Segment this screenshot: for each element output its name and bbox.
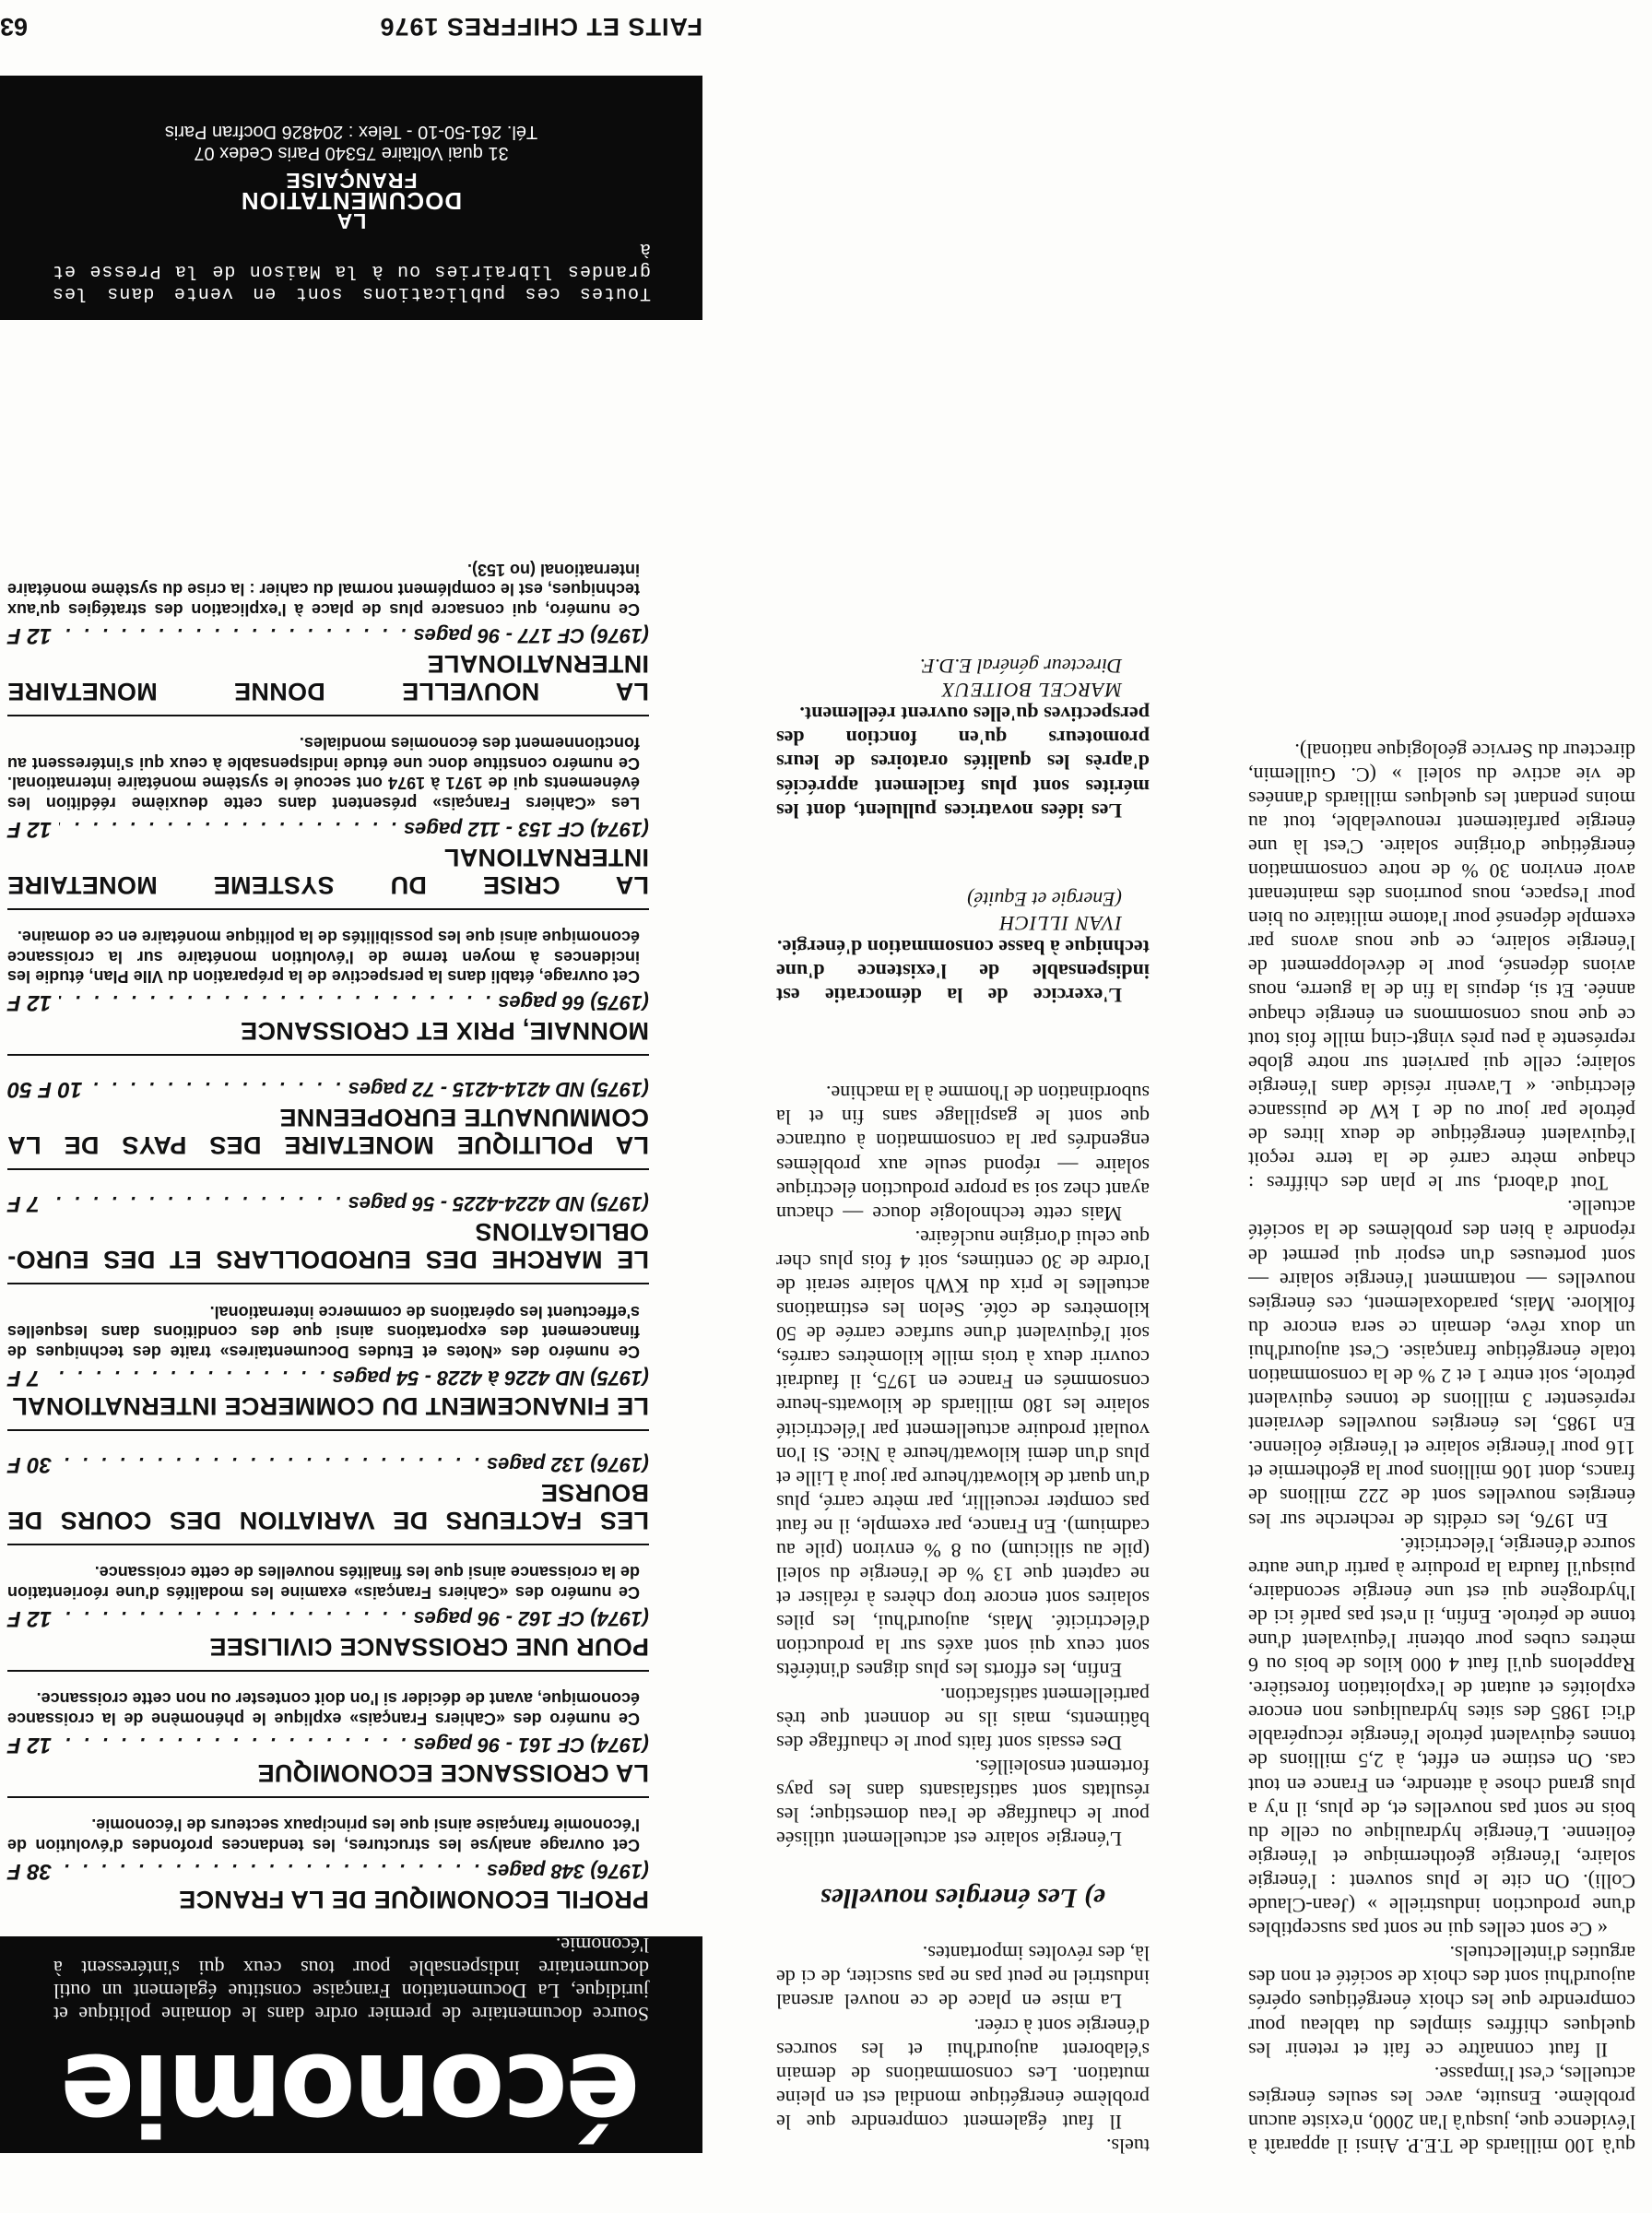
publication-reference: (1976) 132 pages: [486, 1453, 649, 1476]
publisher-address: [0, 121, 702, 163]
publication-price: 12 F: [7, 1606, 53, 1631]
publication-price: 12 F: [7, 990, 53, 1016]
publication-reference-line: [7, 816, 649, 842]
publication-price: 12 F: [7, 1733, 53, 1757]
catalog-entry: [7, 1672, 649, 1798]
middle-column: [776, 0, 1150, 2158]
section-paragraph-1: L'énergie solaire est actuellement utilisée pour le chauffage de l'eau domestique; les résultats sont satisfaisants dans les pays fortement ensoleillés.: [776, 1755, 1150, 1852]
publisher-logo-line: DOCUMENTATION: [240, 187, 463, 215]
catalog-entry: [7, 1798, 649, 1913]
quote-source: (Energie et Equité): [967, 887, 1122, 911]
publication-reference-line: [7, 1365, 649, 1391]
publication-title: PROFIL ECONOMIQUE DE LA FRANCE: [178, 1886, 649, 1913]
catalog-entry: [7, 1057, 649, 1171]
quote-text: Les idées novatrices pullulent, dont les mérites sont plus facilement appréciés d'après les qualités oratoires de leurs promoteurs qu'en fonction des perspectives qu'elles ouvrent réellement.: [776, 703, 1150, 822]
economie-banner: [0, 1934, 702, 2157]
publication-reference-line: [7, 1077, 649, 1103]
catalog-entry: [7, 716, 649, 910]
quote-illich: [776, 887, 1150, 1007]
middle-paragraph-1: Il faut également comprendre que le problème énergétique mondial est en pleine mutation. Les consommations de demain s'élaborent aujourd'hui et les sources d'énergie sont à créer.: [776, 2014, 1150, 2134]
publication-price: 10 F 50: [7, 1077, 83, 1103]
dot-leader: [59, 1732, 406, 1757]
catalog-entry: [7, 1285, 649, 1432]
section-paragraph-4: Mais cette technologie douce — chacun ayant chez soi sa propre production électrique solaire — répond seule aux problèmes engendrés par la consommation à outrance que sont le gaspillage sans fin et la subordination de l'homme à la machine.: [776, 1082, 1150, 1225]
catalog-entry: [7, 1545, 649, 1672]
publication-reference: (1976) 348 pages: [486, 1860, 649, 1883]
publisher-logo-line: LA: [336, 209, 367, 233]
dot-leader: [59, 622, 406, 648]
publication-reference: (1974) CF 162 - 96 pages: [413, 1607, 649, 1630]
dot-leader: [59, 816, 396, 842]
publication-title: LA NOUVELLE DONNE MONETAIRE INTERNATIONALE: [7, 650, 649, 705]
dot-leader: [47, 1191, 341, 1217]
dot-leader: [59, 990, 490, 1016]
publication-reference: (1975) ND 4214-4215 - 72 pages: [348, 1078, 649, 1102]
catalog-entry: [7, 543, 649, 717]
publication-price: 7 F: [7, 1366, 40, 1391]
section-heading: e) Les énergies nouvelles: [820, 1883, 1106, 1914]
quote-text: L'exercice de la démocratie est indispensable de l'existence d'une technique à basse consommation d'énergie.: [776, 935, 1150, 1008]
catalog-entry: [7, 910, 649, 1057]
publication-reference: (1974) CF 153 - 112 pages: [403, 818, 649, 841]
dot-leader: [59, 1605, 406, 1631]
quote-boiteux: [776, 654, 1150, 822]
publication-reference: (1975) 66 pages: [498, 991, 649, 1015]
catalog-entry: [7, 1431, 649, 1545]
publication-title: LA POLITIQUE MONETAIRE DES PAYS DE LA COMMUNAUTE EUROPEENNE: [7, 1104, 649, 1160]
section-paragraph-3: Enfin, les efforts les plus dignes d'intérêts sont ceux qui sont axés sur la production d'électricité. Mais, aujourd'hui, les piles solaires sont encore trop chères à réaliser et ne captent que 13 % de l'énergie du soleil (pile au silicium) ou 8 % environ (pile au cadmium). En France, par exemple, il ne faut pas compter recueillir, par mètre carré, plus d'un quart de kilowatt/heure par jour à Lille et plus d'un demi kilowatt/heure à Nice. Si l'on voulait produire actuellement par l'électricité solaire les 180 milliards de kilowatts-heure consommés en France en 1975, il faudrait couvrir deux à trois mille kilomètres carrés, soit l'équivalent d'une surface carrée de 50 kilomètres de côté. Selon les estimations actuelles le prix du KWh solaire serait de l'ordre de 30 centimes, soit 4 fois plus cher que celui d'origine nucléaire.: [776, 1225, 1150, 1683]
publication-reference: (1975) ND 4226 à 4228 - 54 pages: [332, 1367, 649, 1390]
left-column: [1248, 0, 1635, 2158]
publication-reference-line: [7, 990, 649, 1016]
publication-reference-line: [7, 1732, 649, 1757]
economie-logo: économie: [62, 2029, 641, 2157]
publication-reference: (1975) ND 4224-4225 - 56 pages: [348, 1192, 649, 1216]
left-paragraph-2: Il faut connaître ce fait et retenir les quelques chiffres simples du tableau pour comprendre que les choix énergétiques opérés aujourd'hui sont des choix de société et non des arguties d'intellectuels.: [1248, 1942, 1635, 2062]
publication-price: 12 F: [7, 623, 53, 648]
publication-description: Ce numéro des «Notes et Etudes Documentaires» traite des techniques de financement des exportations ainsi que des conditions dans lesquelles s'effectuent les opérations de commerce international.: [7, 1303, 640, 1361]
middle-intro-line: tuels.: [1105, 2135, 1150, 2158]
publication-price: 30 F: [7, 1452, 53, 1477]
publisher-logo-line: FRANÇAISE: [285, 169, 418, 193]
page-number: 63: [0, 13, 29, 41]
running-foot: [0, 7, 702, 44]
publication-reference-line: [7, 1451, 649, 1477]
publication-catalog: [7, 543, 649, 1914]
dot-leader: [89, 1077, 340, 1103]
publication-description: Ce numéro des «Cahiers Français» explique le phénomène de la croissance économique, avant de décider si l'on doit contester ou non cette croissance.: [7, 1689, 640, 1728]
banner-text: Source documentaire de premier ordre dans le domaine politique et juridique, La Documentation Française constitue également un outil documentaire indispensable pour tous ceux qui s'intéressent à l'économie.: [53, 1934, 649, 2026]
publication-reference-line: [7, 622, 649, 648]
publication-price: 38 F: [7, 1859, 53, 1884]
publication-title: LA CRISE DU SYSTEME MONETAIRE INTERNATIONAL: [7, 844, 649, 899]
publication-reference-line: [7, 1858, 649, 1884]
publication-title: LA CROISSANCE ECONOMIQUE: [257, 1759, 649, 1787]
dot-leader: [59, 1451, 479, 1477]
availability-note: Toutes ces publications sont en vente dans les grandes librairies ou à la Maison de la Presse et à: [52, 238, 651, 303]
quote-author: MARCEL BOITEUX: [940, 679, 1122, 703]
catalog-entry: [7, 1171, 649, 1285]
publication-title: LES FACTEURS DE VARIATION DES COURS DE BOURSE: [7, 1479, 649, 1534]
publication-description: Cet ouvrage analyse les structures, les tendances profondes d'évolution de l'économie française ainsi que les principaux secteurs de l'économie.: [7, 1816, 640, 1854]
publications-column: [0, 0, 702, 2213]
publication-reference: (1974) CF 161 - 96 pages: [413, 1734, 649, 1757]
publication-description: Cet ouvrage, établi dans la perspective de la préparation du VIIe Plan, étudie les incidences à moyen terme de l'évolution monétaire sur la croissance économique ainsi que les possibilités de la politique monétaire en ce domaine.: [7, 928, 640, 987]
left-paragraph-4: En 1976, les crédits de recherche sur les énergies nouvelles sont de 222 millions de francs, dont 106 millions pour la géothermie et 116 pour l'énergie solaire et l'énergie éolienne. En 1985, les énergies nouvelles devraient représenter 3 millions de tonnes équivalent pétrole, soit entre 1 et 2 % de la consommation totale énergétique française. C'est aujourd'hui un doux rêve, demain ce sera encore du folklore. Mais, paradoxalement, ces énergies nouvelles — notamment l'énergie solaire — sont porteuses d'un espoir qui permet de répondre à bien des problèmes de la société actuelle.: [1248, 1196, 1635, 1533]
address-line: 31 quai Voltaire 75340 Paris Cedex 07: [194, 143, 509, 163]
dot-leader: [47, 1365, 325, 1391]
middle-paragraph-2: La mise en place de ce nouvel arsenal industriel ne peut pas ne pas susciter, de ci de là, des révoltes importantes.: [776, 1942, 1150, 2014]
dot-leader: [59, 1858, 479, 1884]
left-paragraph-3: « Ce sont celles qui ne sont pas susceptibles d'une production industrielle » (Jean-Claude Colli). On cite le plus souvent : l'énergie solaire, l'énergie géothermique et l'énergie éolienne. L'énergie hydraulique ou celle du bois ne sont pas nouvelles et, de plus, il n'y a plus grand chose à attendre, en France en tout cas. On estime en effet, à 2,5 millions de tonnes équivalent pétrole l'énergie récupérable d'ici 1985 des sites hydrauliques non encore exploités et autant de l'exploitation forestière. Rappelons qu'il faut 4 000 kilos de bois ou 6 mètres cubes pour obtenir l'équivalent d'une tonne de pétrole. Enfin, il n'est pas parlé ici de l'hydrogène qui est une énergie secondaire, puisqu'il faudra la produire à partir d'une autre source d'énergie, l'électricité.: [1248, 1533, 1635, 1942]
publication-reference-line: [7, 1191, 649, 1217]
contact-line: Tél. 261-50-10 - Telex : 204826 Docfran Paris: [164, 122, 538, 142]
publication-description: Ce numéro des «Cahiers Français» examine les modalités d'une réorientation de la croissance ainsi que les finalités nouvelles de cette croissance.: [7, 1563, 640, 1602]
left-paragraph-1: qu'à 100 milliards de T.E.P. Ainsi il apparaît à l'évidence que, jusqu'à l'an 2000, n'existe aucun problème. Ensuite, avec les seules énergies actuelles, c'est l'impasse.: [1248, 2062, 1635, 2158]
quote-author: IVAN ILLICH: [998, 911, 1122, 935]
documentation-francaise-box: [0, 76, 702, 320]
publisher-logo: [0, 171, 702, 231]
publication-title: MONNAIE, PRIX ET CROISSANCE: [240, 1017, 649, 1046]
publication-title: LE FINANCEMENT DU COMMERCE INTERNATIONAL: [12, 1392, 649, 1420]
publication-price: 7 F: [7, 1191, 40, 1217]
publication-reference-line: [7, 1605, 649, 1631]
publication-title: LE MARCHE DES EURODOLLARS ET DES EURO-OBLIGATIONS: [7, 1218, 649, 1274]
left-paragraph-5: Tout d'abord, sur le plan des chiffres : chaque mètre carré de la terre reçoit l'équivalent énergétique de deux litres de pétrole par jour ou de 1 kW de puissance électrique. « L'avenir réside dans l'énergie solaire; celle qui parvient sur notre globe représente à peu près vingt-cinq mille fois tout ce que nous consommons en énergie chaque année. Et si, depuis la fin de la guerre, nous avions dépensé, pour le développement de l'énergie solaire, ce que nous avons par exemple dépensé pour l'atome militaire ou bien pour l'espace, nous pourrions dès maintenant avoir environ 30 % de notre consommation énergétique d'origine solaire. C'est là une énergie parfaitement renouvelable, tout au moins pendant les quelques milliards d'années de vie active du soleil » (C. Guillemin, directeur du Service géologique national).: [1248, 739, 1635, 1196]
section-paragraph-2: Des essais sont faits pour le chauffage des bâtiments, mais ils ne donnent que très partiellement satisfaction.: [776, 1683, 1150, 1755]
publication-price: 12 F: [7, 817, 53, 842]
publication-reference: (1976) CF 177 - 96 pages: [413, 624, 649, 647]
quote-source: Directeur général E.D.F.: [919, 655, 1122, 679]
running-title: FAITS ET CHIFFRES 1976: [379, 13, 702, 41]
publication-title: POUR UNE CROISSANCE CIVILISEE: [209, 1633, 649, 1661]
publication-description: Ce numéro, qui consacre plus de place à l'explication des stratégies qu'aux techniques, est le complément normal du cahier : la crise du système monétaire international (no 153).: [7, 561, 640, 619]
publication-description: Les «Cahiers Français» présentent dans cette deuxième réédition les événements qui de 1971 à 1974 ont secoué le système monétaire international. Ce numéro constitue donc une étude indispensable à ceux qui s'intéressent au fonctionnement des économies mondiales.: [7, 734, 640, 812]
